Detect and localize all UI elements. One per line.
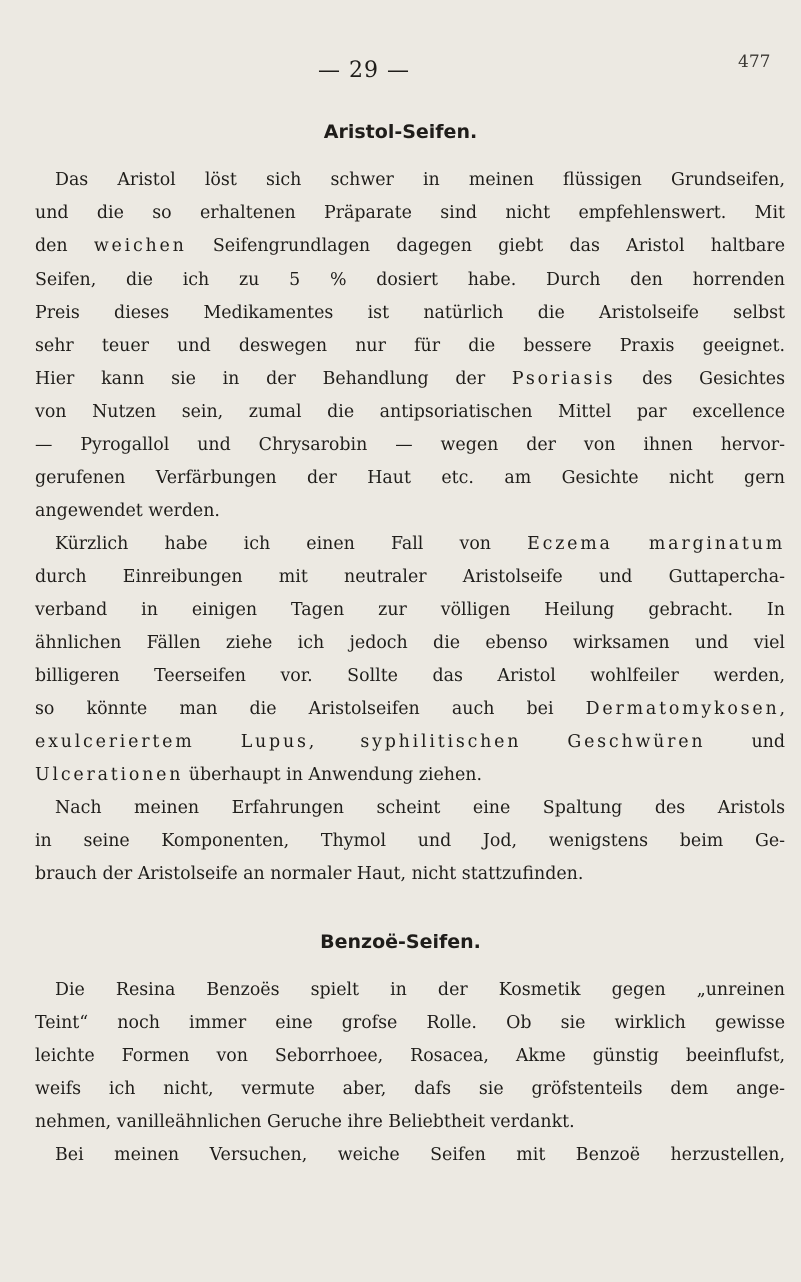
page-number: — 29 —	[318, 58, 410, 83]
section-heading-aristol: Aristol-Seifen.	[323, 121, 478, 143]
text-line: Preis dieses Medikamentes ist natürlich die Aristolseife selbst	[35, 303, 785, 323]
text-line: Seifen, die ich zu 5 % dosiert habe. Durch den horrenden	[35, 270, 785, 290]
text-line: sehr teuer und deswegen nur für die bessere Praxis geeignet.	[35, 336, 785, 356]
text-line: verband in einigen Tagen zur völligen Heilung gebracht. In	[35, 600, 785, 620]
text-line: Hier kann sie in der Behandlung der Psoriasis des Gesichtes	[35, 369, 785, 389]
section-heading-benzoe: Benzoë-Seifen.	[320, 931, 481, 953]
text-line: exulceriertem Lupus, syphilitischen Geschwüren und	[35, 732, 786, 752]
text-line: — Pyrogallol und Chrysarobin — wegen der von ihnen hervor-	[35, 435, 785, 455]
text-line: Kürzlich habe ich einen Fall von Eczema marginatum	[55, 534, 785, 554]
text-line: nehmen, vanilleähnlichen Geruche ihre Beliebtheit verdankt.	[35, 1112, 575, 1132]
text-line: von Nutzen sein, zumal die antipsoriatischen Mittel par excellence	[35, 402, 785, 422]
text-line: ähnlichen Fällen ziehe ich jedoch die ebenso wirksamen und viel	[35, 633, 785, 653]
text-line: durch Einreibungen mit neutraler Aristolseife und Guttapercha-	[35, 567, 785, 587]
text-line: so könnte man die Aristolseifen auch bei Dermatomykosen,	[35, 699, 785, 719]
text-line: angewendet werden.	[35, 501, 220, 521]
archive-page-number: 477	[738, 52, 771, 72]
text-line: Das Aristol löst sich schwer in meinen flüssigen Grundseifen,	[55, 170, 785, 190]
text-line: leichte Formen von Seborrhoee, Rosacea, Akme günstig beeinflufst,	[35, 1046, 785, 1066]
text-line: billigeren Teerseifen vor. Sollte das Aristol wohlfeiler werden,	[35, 666, 785, 686]
text-line: brauch der Aristolseife an normaler Haut, nicht stattzufinden.	[35, 864, 584, 884]
text-line: Teint“ noch immer eine grofse Rolle. Ob sie wirklich gewisse	[35, 1013, 785, 1033]
text-line: Bei meinen Versuchen, weiche Seifen mit Benzoë herzustellen,	[55, 1145, 785, 1165]
text-line: in seine Komponenten, Thymol und Jod, wenigstens beim Ge-	[35, 831, 785, 851]
text-line: weifs ich nicht, vermute aber, dafs sie gröfstenteils dem ange-	[35, 1079, 785, 1099]
text-line: gerufenen Verfärbungen der Haut etc. am Gesichte nicht gern	[35, 468, 785, 488]
text-line: den weichen Seifengrundlagen dagegen giebt das Aristol haltbare	[35, 236, 785, 256]
text-line: Die Resina Benzoës spielt in der Kosmetik gegen „unreinen	[55, 980, 785, 1000]
text-line: Nach meinen Erfahrungen scheint eine Spaltung des Aristols	[55, 798, 785, 818]
text-line: Ulcerationen überhaupt in Anwendung ziehen.	[35, 765, 482, 785]
text-line: und die so erhaltenen Präparate sind nicht empfehlenswert. Mit	[35, 203, 785, 223]
